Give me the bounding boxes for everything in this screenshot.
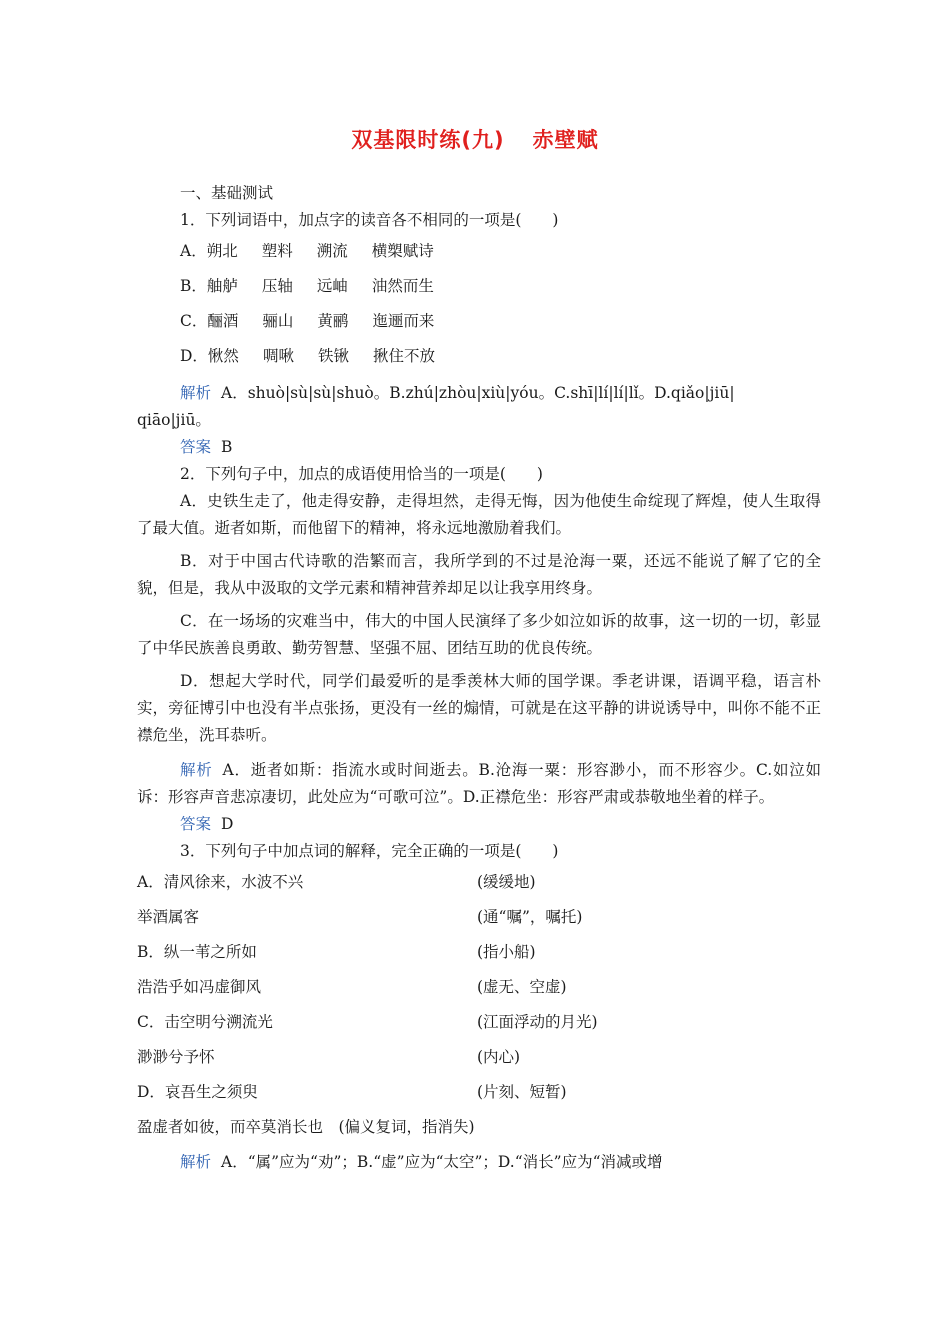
answer-label: 答案 — [180, 438, 212, 456]
question-3-last-row: 盈虚者如彼，而卒莫消长也 (偏义复词，指消失) — [137, 1118, 475, 1136]
question-1-option-c: C．酾酒 骊山 黄鹂 迤逦而来 — [180, 312, 435, 330]
page-title — [0, 124, 950, 154]
question-3-row: C．击空明兮溯流光 (江面浮动的月光) — [137, 1013, 598, 1031]
question-1-analysis: 解析 A．shuò|sù|sù|shuò。B.zhú|zhòu|xiù|yóu。C.shī|lí|lí|lǐ。D.qiǎo|jiū| — [180, 384, 735, 402]
question-3-analysis: 解析 A．“属”应为“劝”；B.“虚”应为“太空”；D.“消长”应为“消减或增 — [180, 1153, 663, 1171]
analysis-label: 解析 — [180, 1153, 212, 1171]
question-3-stem: 3．下列句子中加点词的解释，完全正确的一项是( ) — [180, 842, 559, 860]
question-3-row: A．清风徐来，水波不兴 (缓缓地) — [137, 873, 536, 891]
question-1-analysis-cont: qiāo|jiū。 — [137, 411, 211, 429]
question-2-option-b: B．对于中国古代诗歌的浩繁而言，我所学到的不过是沧海一粟，还远不能说了解了它的全貌，但是，我从中汲取的文学元素和精神营养却足以让我享用终身。 — [137, 552, 821, 597]
question-1-option-b: B．舳舻 压轴 远岫 油然而生 — [180, 277, 434, 295]
analysis-label: 解析 — [180, 761, 213, 779]
question-2-analysis: 解析 A．逝者如斯：指流水或时间逝去。B.沧海一粟：形容渺小，而不形容少。C.如泣如诉：形容声音悲凉凄切，此处应为“可歌可泣”。D.正襟危坐：形容严肃或恭敬地坐着的样子。 — [137, 761, 821, 806]
answer-label: 答案 — [180, 815, 212, 833]
question-3-row: 浩浩乎如冯虚御风 (虚无、空虚) — [137, 978, 567, 996]
question-2-answer: 答案 D — [180, 815, 234, 833]
question-3-row: D．哀吾生之须臾 (片刻、短暂) — [137, 1083, 567, 1101]
question-1-option-d: D．愀然 啁啾 铁锹 揪住不放 — [180, 347, 435, 365]
title-main: 双基限时练(九) — [351, 128, 505, 152]
section-heading: 一、基础测试 — [180, 184, 274, 202]
question-1-stem: 1．下列词语中，加点字的读音各不相同的一项是( ) — [180, 211, 559, 229]
question-2-stem: 2．下列句子中，加点的成语使用恰当的一项是( ) — [180, 465, 543, 483]
title-sub: 赤壁赋 — [532, 128, 599, 152]
question-2-option-a-text: A．史铁生走了，他走得安静，走得坦然，走得无悔，因为他使生命绽现了辉煌，使人生取得了最大值。逝者如斯，而他留下的精神，将永远地激励着我们。 — [137, 492, 821, 537]
analysis-label: 解析 — [180, 384, 212, 402]
question-3-row: 举酒属客 (通“嘱”，嘱托) — [137, 908, 583, 926]
document-body — [137, 180, 821, 1180]
question-2-option-d: D．想起大学时代，同学们最爱听的是季羡林大师的国学课。季老讲课，语调平稳，语言朴实，旁征博引中也没有半点张扬，更没有一丝的煽情，可就是在这平静的讲说诱导中，叫你不能不正襟危坐，洗耳恭听。 — [137, 672, 821, 744]
question-1-option-a: A．朔北 塑料 溯流 横槊赋诗 — [180, 242, 434, 260]
question-2-option-c: C．在一场场的灾难当中，伟大的中国人民演绎了多少如泣如诉的故事，这一切的一切，彰显了中华民族善良勇敢、勤劳智慧、坚强不屈、团结互助的优良传统。 — [137, 612, 821, 657]
question-1-answer: 答案 B — [180, 438, 233, 456]
question-3-row: 渺渺兮予怀 (内心) — [137, 1048, 521, 1066]
question-3-row: B．纵一苇之所如 (指小船) — [137, 943, 536, 961]
